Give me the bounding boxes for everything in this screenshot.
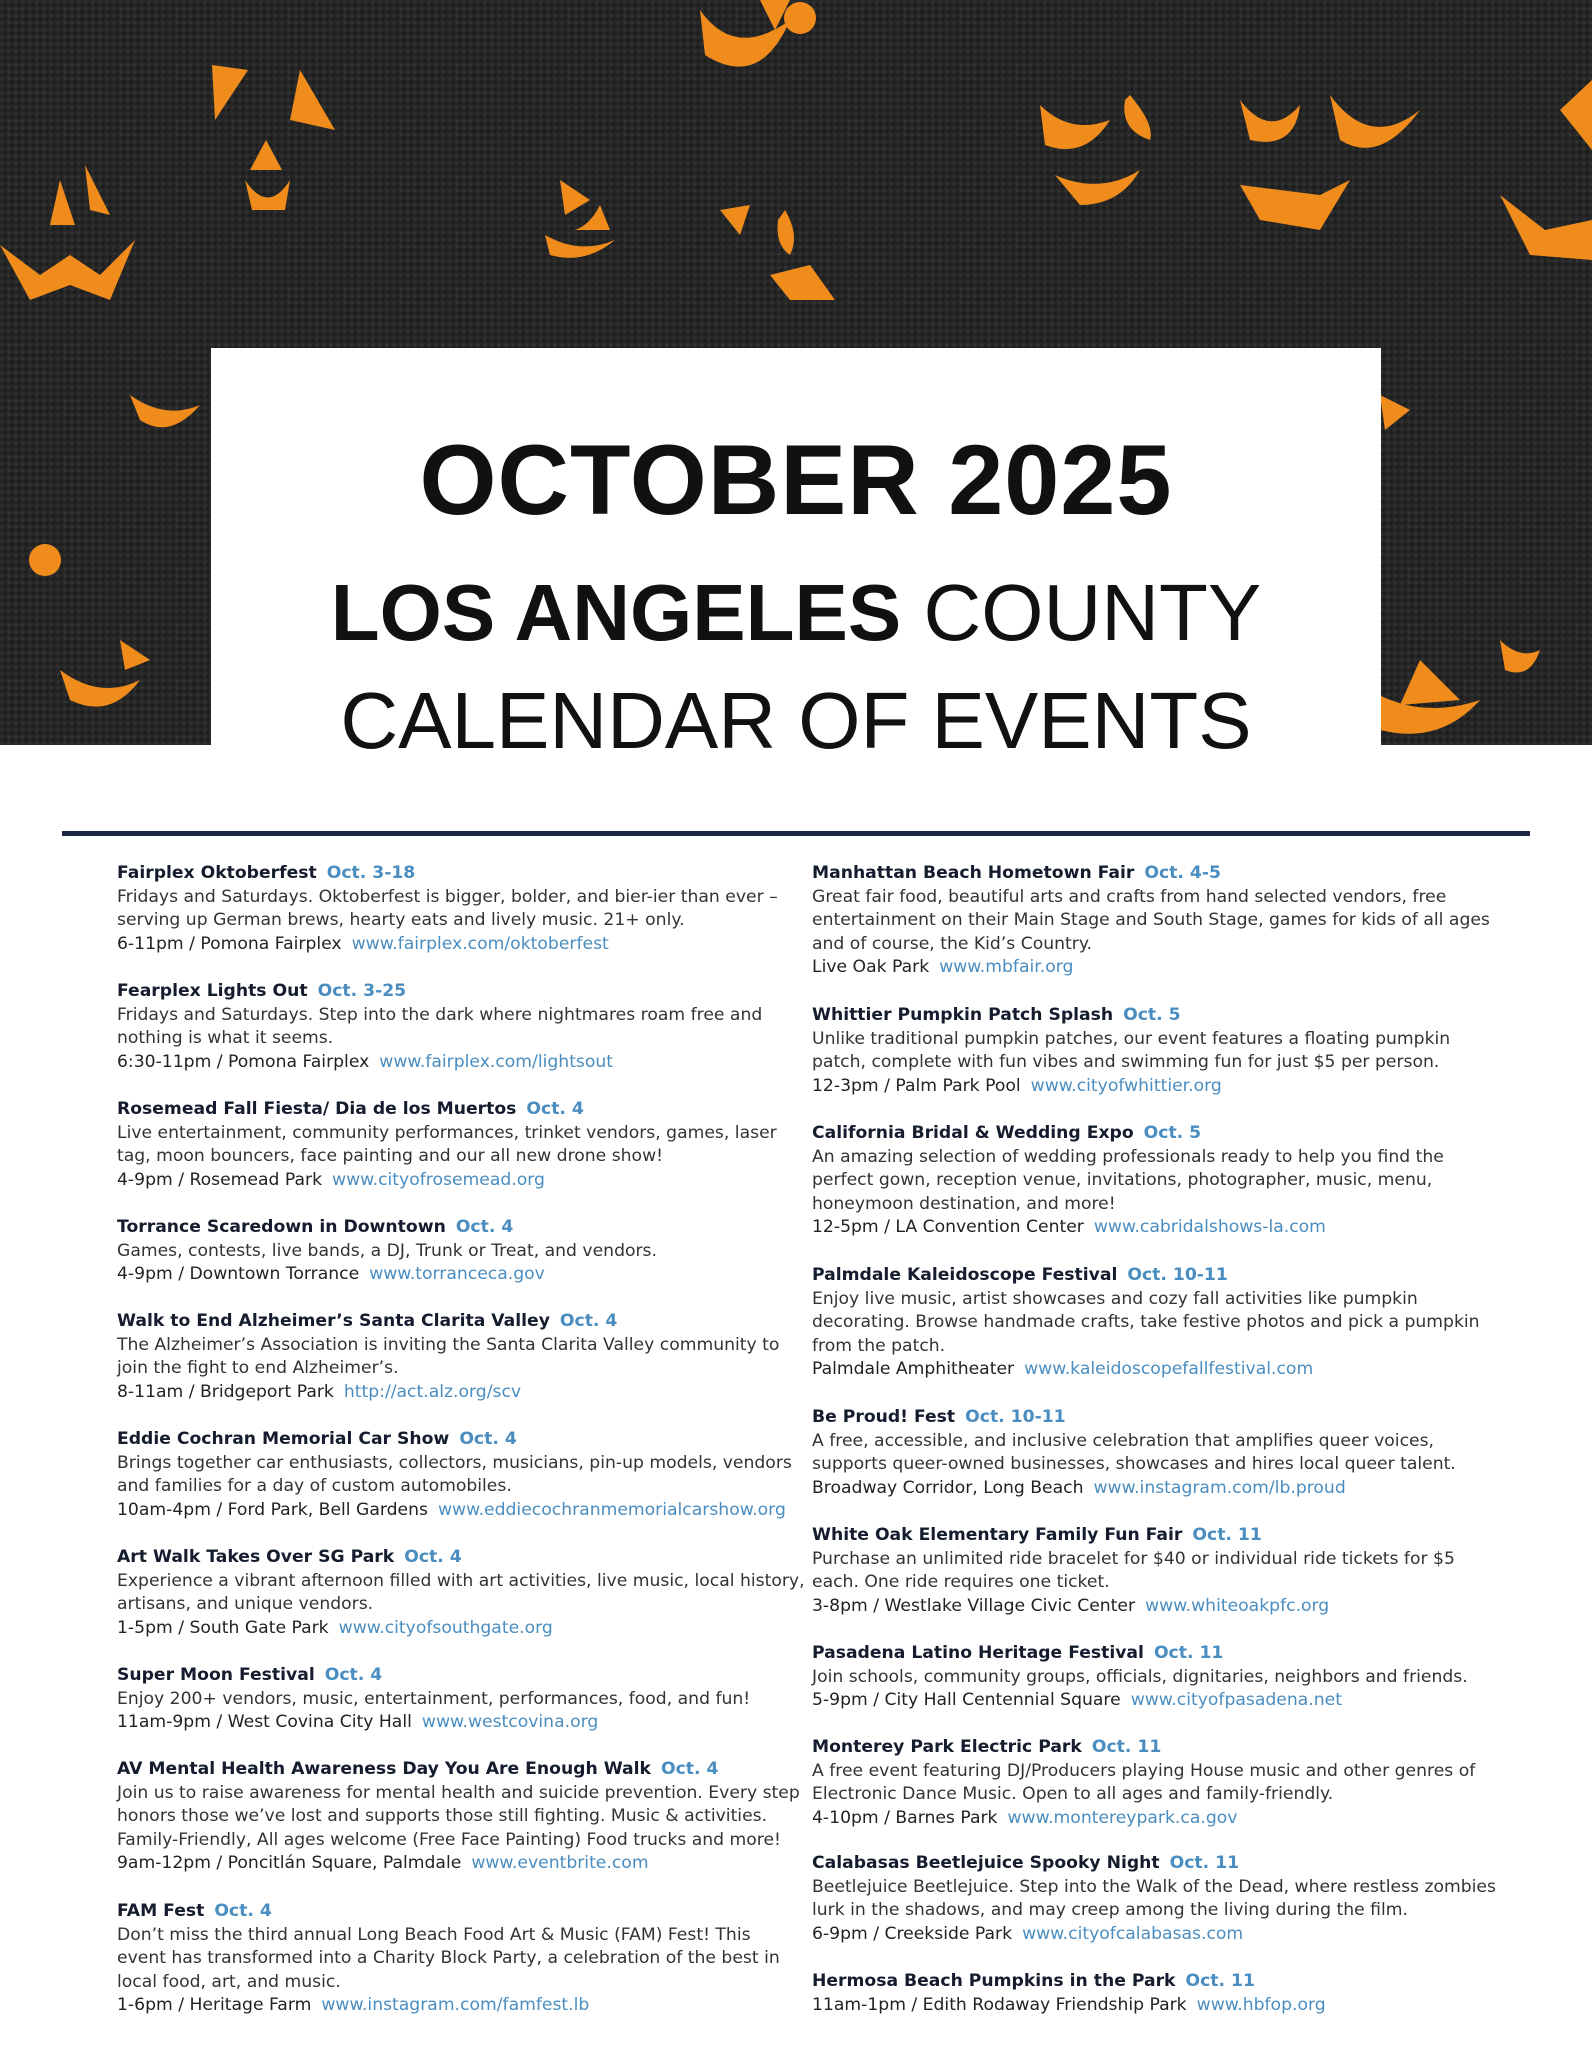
event-title: Fearplex Lights Out — [117, 981, 308, 1001]
event-item — [812, 1852, 1512, 1946]
event-header — [117, 862, 817, 886]
event-description-line: artisans, and unique vendors. — [117, 1594, 374, 1615]
divider — [62, 831, 1530, 836]
event-time-place: 4-9pm / Downtown Torrance — [117, 1264, 360, 1285]
event-header — [117, 1900, 817, 1924]
event-time-place: 6:30-11pm / Pomona Fairplex — [117, 1051, 370, 1072]
event-footer — [117, 1263, 817, 1287]
event-title: AV Mental Health Awareness Day You Are Enough Walk — [117, 1759, 651, 1779]
event-date: Oct. 4 — [404, 1547, 462, 1567]
event-title: White Oak Elementary Family Fun Fair — [812, 1525, 1183, 1545]
event-header — [117, 980, 817, 1004]
event-header — [812, 1736, 1512, 1760]
event-footer — [117, 1051, 817, 1075]
event-item — [117, 1310, 817, 1404]
event-title: Be Proud! Fest — [812, 1407, 956, 1427]
event-header — [117, 1216, 817, 1240]
event-date: Oct. 11 — [1185, 1971, 1255, 1991]
event-item — [117, 1664, 817, 1735]
event-time-place: 11am-9pm / West Covina City Hall — [117, 1712, 412, 1733]
event-description-line: Beetlejuice Beetlejuice. Step into the Walk of the Dead, where restless zombies — [812, 1876, 1496, 1897]
event-footer — [812, 1477, 1512, 1501]
event-link[interactable]: www.montereypark.ca.gov — [1007, 1807, 1238, 1828]
event-date: Oct. 10-11 — [965, 1407, 1066, 1427]
event-description-line: Games, contests, live bands, a DJ, Trunk or Treat, and vendors. — [117, 1240, 657, 1261]
event-time-place: 8-11am / Bridgeport Park — [117, 1381, 334, 1402]
event-footer — [812, 1689, 1512, 1713]
event-time-place: 5-9pm / City Hall Centennial Square — [812, 1690, 1121, 1711]
event-title: Palmdale Kaleidoscope Festival — [812, 1265, 1118, 1285]
event-time-place: 1-6pm / Heritage Farm — [117, 1995, 312, 2016]
event-item — [812, 1642, 1512, 1713]
event-description-line: Live entertainment, community performances, trinket vendors, games, laser — [117, 1122, 777, 1143]
event-date: Oct. 4 — [214, 1901, 272, 1921]
event-footer — [117, 1499, 817, 1523]
event-description-line: supports queer-owned businesses, showcases and hires local queer talent. — [812, 1454, 1456, 1475]
event-description-line: event has transformed into a Charity Block Party, a celebration of the best in — [117, 1948, 780, 1969]
event-header — [812, 1642, 1512, 1666]
event-footer — [117, 1381, 817, 1405]
event-time-place: 6-11pm / Pomona Fairplex — [117, 933, 342, 954]
event-header — [812, 1970, 1512, 1994]
event-link[interactable]: www.torranceca.gov — [369, 1264, 545, 1285]
event-item — [117, 862, 817, 956]
event-description-line: tag, moon bouncers, face painting and our all new drone show! — [117, 1146, 664, 1167]
event-description-line: Great fair food, beautiful arts and crafts from hand selected vendors, free — [812, 886, 1447, 907]
event-footer — [812, 1994, 1512, 2018]
event-date: Oct. 4 — [455, 1217, 514, 1237]
event-header — [812, 1852, 1512, 1876]
event-header — [117, 1098, 817, 1122]
event-description-line: Unlike traditional pumpkin patches, our event features a floating pumpkin — [812, 1028, 1451, 1049]
event-date: Oct. 11 — [1153, 1643, 1224, 1663]
event-description-line: Fridays and Saturdays. Step into the dark where nightmares roam free and — [117, 1004, 763, 1025]
event-title: Hermosa Beach Pumpkins in the Park — [812, 1971, 1176, 1991]
event-link[interactable]: www.mbfair.org — [939, 957, 1074, 978]
event-link[interactable]: www.instagram.com/famfest.lb — [321, 1995, 590, 2016]
event-header — [117, 1428, 817, 1452]
event-link[interactable]: www.eddiecochranmemorialcarshow.org — [437, 1499, 786, 1520]
event-description-line: An amazing selection of wedding professionals ready to help you find the — [812, 1146, 1444, 1167]
event-item — [117, 1758, 817, 1876]
event-date: Oct. 3-18 — [326, 863, 416, 883]
event-item — [117, 980, 817, 1074]
event-title: Pasadena Latino Heritage Festival — [812, 1643, 1144, 1663]
event-time-place: 1-5pm / South Gate Park — [117, 1617, 329, 1638]
event-title: Walk to End Alzheimer’s Santa Clarita Valley — [117, 1311, 550, 1331]
event-footer — [812, 1807, 1512, 1831]
event-description-line: Brings together car enthusiasts, collectors, musicians, pin-up models, vendors — [117, 1452, 792, 1473]
event-header — [117, 1664, 817, 1688]
event-title: Super Moon Festival — [117, 1665, 315, 1685]
event-description-line: Join us to raise awareness for mental health and suicide prevention. Every step — [117, 1782, 800, 1803]
event-date: Oct. 10-11 — [1127, 1265, 1228, 1285]
event-title: Art Walk Takes Over SG Park — [117, 1547, 395, 1567]
event-header — [812, 1122, 1512, 1146]
event-description-line: Don’t miss the third annual Long Beach Food Art & Music (FAM) Fest! This — [117, 1924, 751, 1945]
page-title: OCTOBER 2025 — [419, 424, 1173, 535]
event-description-line: local food, art, and music. — [117, 1971, 341, 1992]
event-link[interactable]: www.kaleidoscopefallfestival.com — [1024, 1359, 1314, 1380]
event-item — [117, 1900, 817, 2018]
event-footer — [812, 1923, 1512, 1947]
event-item — [117, 1428, 817, 1522]
event-date: Oct. 3-25 — [317, 981, 407, 1001]
event-title: California Bridal & Wedding Expo — [812, 1123, 1134, 1143]
event-item — [812, 1406, 1512, 1500]
event-footer — [812, 1216, 1512, 1240]
event-description-line: Enjoy 200+ vendors, music, entertainment, performances, food, and fun! — [117, 1688, 751, 1709]
page-subtitle — [211, 568, 1381, 657]
event-time-place: Broadway Corridor, Long Beach — [812, 1477, 1084, 1498]
event-footer — [117, 1994, 817, 2018]
event-footer — [117, 1617, 817, 1641]
event-time-place: 6-9pm / Creekside Park — [812, 1923, 1013, 1944]
event-title: Fairplex Oktoberfest — [117, 863, 317, 883]
event-footer — [117, 1711, 817, 1735]
event-link[interactable]: www.cityofwhittier.org — [1030, 1075, 1222, 1096]
event-date: Oct. 11 — [1091, 1737, 1162, 1757]
event-description-line: from the patch. — [812, 1335, 946, 1356]
event-title: Rosemead Fall Fiesta/ Dia de los Muertos — [117, 1099, 517, 1119]
event-item — [812, 1004, 1512, 1098]
event-footer — [117, 933, 817, 957]
event-item — [812, 1264, 1512, 1382]
event-description-line: entertainment on their Main Stage and South Stage, games for kids of all ages — [812, 910, 1490, 931]
event-time-place: 12-5pm / LA Convention Center — [812, 1217, 1084, 1238]
event-date: Oct. 4 — [559, 1311, 618, 1331]
event-item — [812, 1122, 1512, 1240]
event-header — [117, 1546, 817, 1570]
event-title: Manhattan Beach Hometown Fair — [812, 863, 1135, 883]
event-item — [812, 862, 1512, 980]
event-link[interactable]: http://act.alz.org/scv — [343, 1381, 522, 1402]
event-link[interactable]: www.whiteoakpfc.org — [1145, 1595, 1330, 1616]
event-description-line: Electronic Dance Music. Open to all ages and family-friendly. — [812, 1784, 1334, 1805]
event-footer — [812, 1075, 1512, 1099]
event-time-place: 4-10pm / Barnes Park — [812, 1807, 998, 1828]
event-item — [117, 1216, 817, 1287]
event-title: Calabasas Beetlejuice Spooky Night — [812, 1853, 1160, 1873]
event-footer — [812, 956, 1512, 980]
event-link[interactable]: www.cityofpasadena.net — [1130, 1690, 1342, 1711]
event-description-line: honeymoon destination, and more! — [812, 1193, 1116, 1214]
event-date: Oct. 4 — [459, 1429, 517, 1449]
event-time-place: 9am-12pm / Poncitlán Square, Palmdale — [117, 1853, 462, 1874]
event-link[interactable]: www.cabridalshows-la.com — [1093, 1217, 1326, 1238]
event-link[interactable]: www.westcovina.org — [421, 1712, 599, 1733]
subtitle-rest: COUNTY — [923, 568, 1262, 657]
event-footer — [812, 1358, 1512, 1382]
event-header — [812, 862, 1512, 886]
event-link[interactable]: www.fairplex.com/lightsout — [379, 1051, 614, 1072]
event-footer — [812, 1595, 1512, 1619]
event-footer — [117, 1852, 817, 1876]
event-date: Oct. 4 — [660, 1759, 719, 1779]
event-header — [812, 1004, 1512, 1028]
event-description-line: A free, accessible, and inclusive celebration that amplifies queer voices, — [812, 1430, 1435, 1451]
event-header — [117, 1310, 817, 1334]
event-description-line: lurk in the shadows, and may creep among the living during the film. — [812, 1900, 1408, 1921]
event-title: Eddie Cochran Memorial Car Show — [117, 1429, 450, 1449]
event-description-line: decorating. Browse handmade crafts, take festive photos and pick a pumpkin — [812, 1312, 1480, 1333]
event-time-place: 12-3pm / Palm Park Pool — [812, 1075, 1021, 1096]
event-description-line: honors those we’ve lost and supports those still fighting. Music & activities. — [117, 1806, 768, 1827]
event-item — [117, 1098, 817, 1192]
event-title: Torrance Scaredown in Downtown — [117, 1217, 446, 1237]
event-time-place: 3-8pm / Westlake Village Civic Center — [812, 1595, 1136, 1616]
title-box — [211, 348, 1381, 765]
event-description-line: Fridays and Saturdays. Oktoberfest is bigger, bolder, and bier-ier than ever – — [117, 886, 778, 907]
event-description-line: Enjoy live music, artist showcases and cozy fall activities like pumpkin — [812, 1288, 1418, 1309]
event-description-line: join the fight to end Alzheimer’s. — [117, 1358, 399, 1379]
event-time-place: 4-9pm / Rosemead Park — [117, 1169, 323, 1190]
event-time-place: Palmdale Amphitheater — [812, 1359, 1015, 1380]
event-description-line: Family-Friendly, All ages welcome (Free Face Painting) Food trucks and more! — [117, 1829, 781, 1850]
event-date: Oct. 5 — [1123, 1005, 1181, 1025]
event-link[interactable]: www.eventbrite.com — [471, 1853, 649, 1874]
event-description-line: A free event featuring DJ/Producers playing House music and other genres of — [812, 1760, 1476, 1781]
subtitle-bold: LOS ANGELES — [330, 568, 902, 657]
event-description-line: The Alzheimer’s Association is inviting the Santa Clarita Valley community to — [117, 1334, 780, 1355]
event-footer — [117, 1169, 817, 1193]
event-title: Whittier Pumpkin Patch Splash — [812, 1005, 1114, 1025]
page-subtitle-2: CALENDAR OF EVENTS — [340, 676, 1252, 765]
event-link[interactable]: www.fairplex.com/oktoberfest — [351, 933, 609, 954]
event-description-line: nothing is what it seems. — [117, 1028, 334, 1049]
event-description-line: perfect gown, reception venue, invitations, photographer, music, menu, — [812, 1170, 1433, 1191]
event-header — [812, 1524, 1512, 1548]
event-item — [812, 1736, 1512, 1830]
event-date: Oct. 4-5 — [1144, 863, 1221, 883]
event-date: Oct. 4 — [526, 1099, 584, 1119]
event-description-line: and of course, the Kid’s Country. — [812, 933, 1093, 954]
event-description-line: Purchase an unlimited ride bracelet for $40 or individual ride tickets for $5 — [812, 1548, 1455, 1569]
event-date: Oct. 11 — [1192, 1525, 1262, 1545]
event-time-place: Live Oak Park — [812, 957, 930, 978]
event-description-line: Join schools, community groups, officials, dignitaries, neighbors and friends. — [812, 1666, 1468, 1687]
event-header — [812, 1406, 1512, 1430]
event-item — [117, 1546, 817, 1640]
event-description-line: serving up German brews, hearty eats and lively music. 21+ only. — [117, 910, 685, 931]
event-date: Oct. 11 — [1169, 1853, 1240, 1873]
event-description-line: patch, complete with fun vibes and swimming fun for just $5 per person. — [812, 1052, 1440, 1073]
event-link[interactable]: www.cityofcalabasas.com — [1022, 1923, 1244, 1944]
event-link[interactable]: www.instagram.com/lb.proud — [1093, 1477, 1346, 1498]
event-time-place: 11am-1pm / Edith Rodaway Friendship Park — [812, 1994, 1187, 2015]
event-title: FAM Fest — [117, 1901, 205, 1921]
event-date: Oct. 4 — [324, 1665, 383, 1685]
event-link[interactable]: www.cityofsouthgate.org — [338, 1617, 553, 1638]
event-title: Monterey Park Electric Park — [812, 1737, 1082, 1757]
event-description-line: and families for a day of custom automobiles. — [117, 1476, 512, 1497]
event-description-line: each. One ride requires one ticket. — [812, 1572, 1110, 1593]
event-link[interactable]: www.hbfop.org — [1196, 1994, 1326, 2015]
event-item — [812, 1970, 1512, 2017]
event-header — [812, 1264, 1512, 1288]
event-description-line: Experience a vibrant afternoon filled with art activities, live music, local history, — [117, 1570, 805, 1591]
event-header — [117, 1758, 817, 1782]
event-item — [812, 1524, 1512, 1618]
event-link[interactable]: www.cityofrosemead.org — [332, 1169, 545, 1190]
event-date: Oct. 5 — [1143, 1123, 1202, 1143]
event-time-place: 10am-4pm / Ford Park, Bell Gardens — [117, 1499, 428, 1520]
